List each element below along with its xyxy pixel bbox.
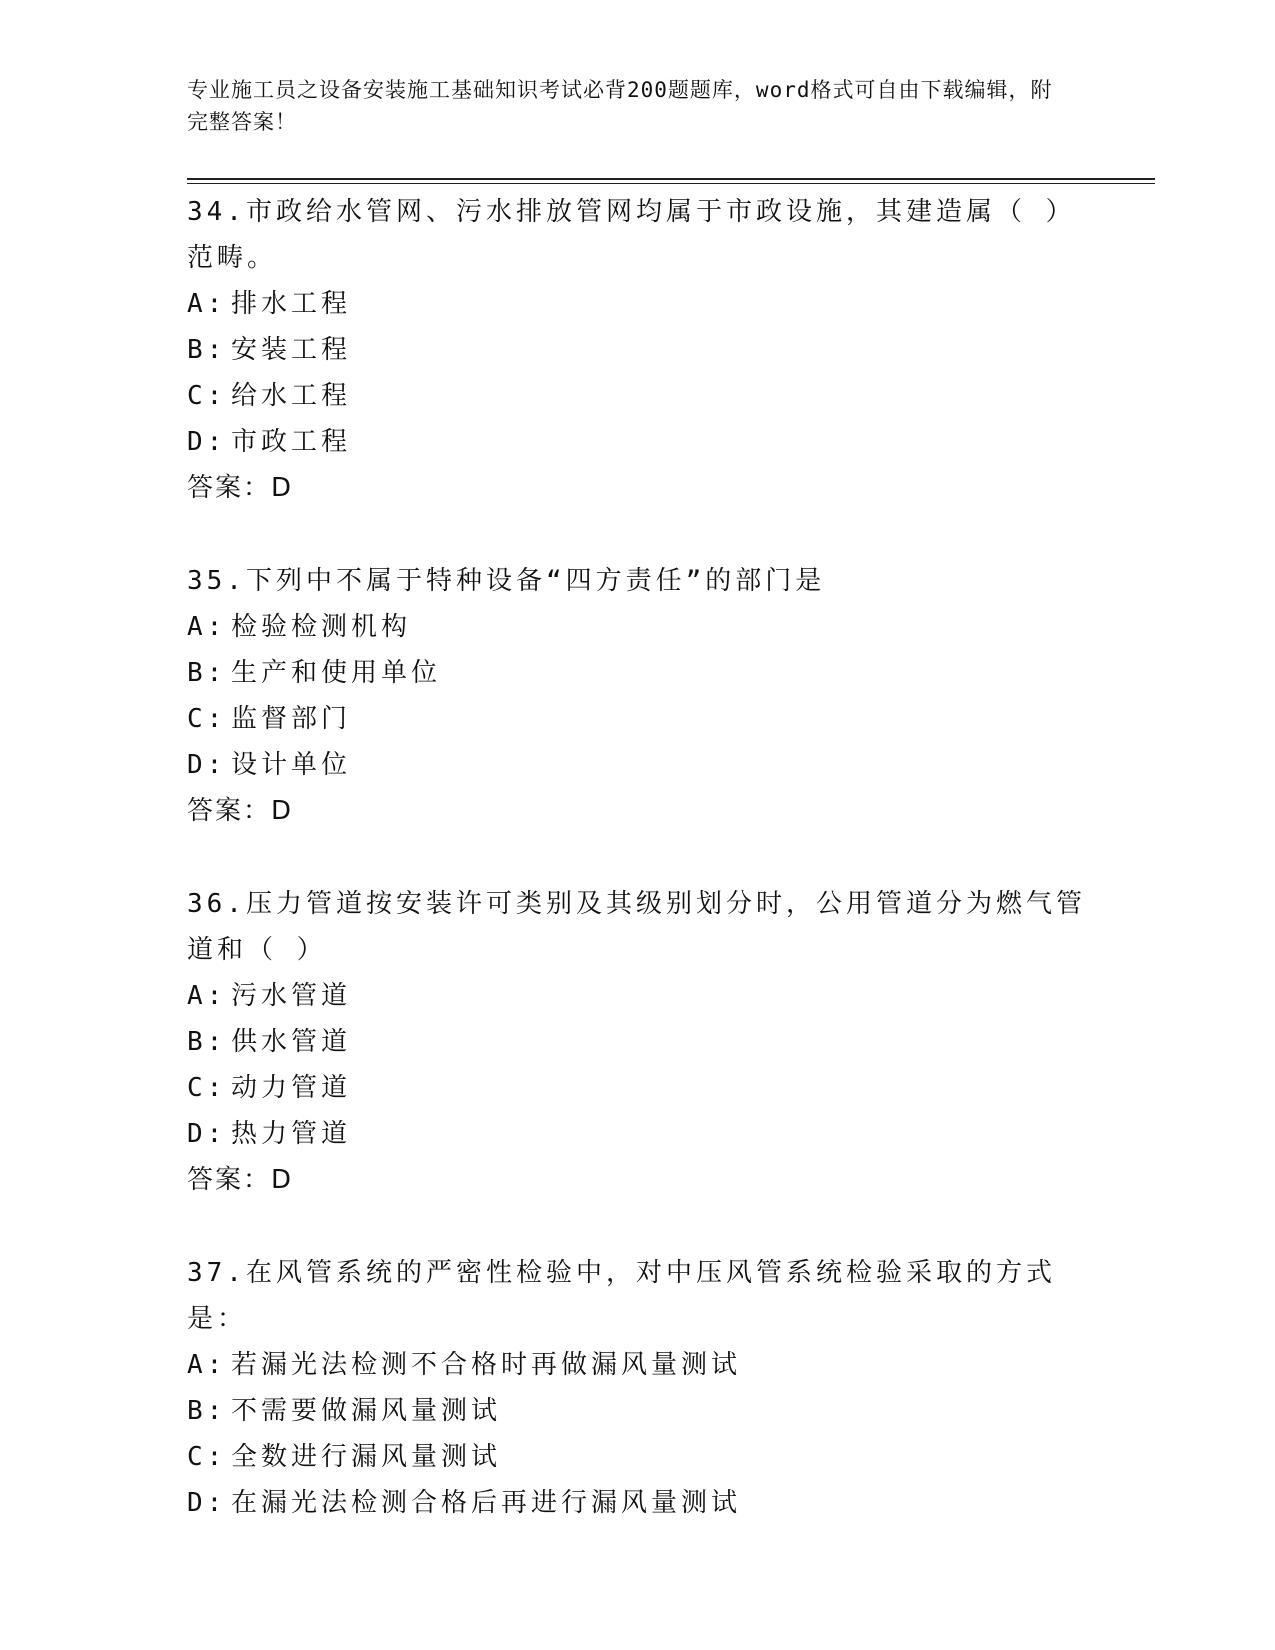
question-35	[187, 558, 1087, 834]
option-c	[187, 696, 1087, 742]
header-divider-thick	[187, 178, 1155, 180]
option-text: 在漏光法检测合格后再进行漏风量测试	[231, 1488, 742, 1518]
option-a	[187, 604, 1087, 650]
answer-line: 答案：D	[187, 473, 294, 503]
option-a	[187, 973, 1087, 1019]
option-text: 若漏光法检测不合格时再做漏风量测试	[231, 1350, 742, 1380]
option-key: B:	[187, 658, 227, 688]
option-key: C:	[187, 381, 227, 411]
option-text: 给水工程	[231, 381, 352, 411]
option-d	[187, 419, 1087, 465]
option-d	[187, 742, 1087, 788]
question-stem: 34.市政给水管网、污水排放管网均属于市政设施，其建造属（ ）范畴。	[187, 197, 1076, 273]
option-key: A:	[187, 289, 227, 319]
option-text: 污水管道	[231, 981, 352, 1011]
option-b	[187, 650, 1087, 696]
option-key: A:	[187, 1350, 227, 1380]
option-key: A:	[187, 981, 227, 1011]
option-text: 全数进行漏风量测试	[231, 1442, 502, 1472]
option-d	[187, 1480, 1087, 1526]
answer-line: 答案：D	[187, 796, 294, 826]
question-stem: 37.在风管系统的严密性检验中，对中压风管系统检验采取的方式是：	[187, 1258, 1056, 1334]
option-key: B:	[187, 1396, 227, 1426]
option-b	[187, 327, 1087, 373]
option-text: 供水管道	[231, 1027, 352, 1057]
option-key: D:	[187, 1119, 227, 1149]
question-34	[187, 189, 1087, 511]
option-key: A:	[187, 612, 227, 642]
option-c	[187, 1434, 1087, 1480]
header-divider-thin	[187, 183, 1155, 184]
option-key: D:	[187, 750, 227, 780]
option-a	[187, 1342, 1087, 1388]
option-text: 动力管道	[231, 1073, 352, 1103]
option-b	[187, 1388, 1087, 1434]
option-text: 监督部门	[231, 704, 352, 734]
option-b	[187, 1019, 1087, 1065]
option-c	[187, 1065, 1087, 1111]
option-key: C:	[187, 1442, 227, 1472]
question-36	[187, 881, 1087, 1203]
option-a	[187, 281, 1087, 327]
answer-line: 答案：D	[187, 1165, 294, 1195]
option-key: C:	[187, 704, 227, 734]
option-text: 安装工程	[231, 335, 352, 365]
question-list	[187, 189, 1087, 1526]
question-stem: 35.下列中不属于特种设备“四方责任”的部门是	[187, 566, 826, 596]
option-text: 热力管道	[231, 1119, 352, 1149]
option-text: 不需要做漏风量测试	[231, 1396, 502, 1426]
option-key: D:	[187, 427, 227, 457]
option-d	[187, 1111, 1087, 1157]
question-37	[187, 1250, 1087, 1526]
document-header: 专业施工员之设备安装施工基础知识考试必背200题题库，word格式可自由下载编辑，附完整答案！	[187, 78, 1053, 134]
option-key: C:	[187, 1073, 227, 1103]
option-key: D:	[187, 1488, 227, 1518]
option-text: 市政工程	[231, 427, 352, 457]
option-key: B:	[187, 335, 227, 365]
option-text: 检验检测机构	[231, 612, 412, 642]
question-stem: 36.压力管道按安装许可类别及其级别划分时，公用管道分为燃气管道和（ ）	[187, 889, 1086, 965]
option-text: 生产和使用单位	[231, 658, 442, 688]
option-c	[187, 373, 1087, 419]
option-text: 排水工程	[231, 289, 352, 319]
option-key: B:	[187, 1027, 227, 1057]
option-text: 设计单位	[231, 750, 352, 780]
